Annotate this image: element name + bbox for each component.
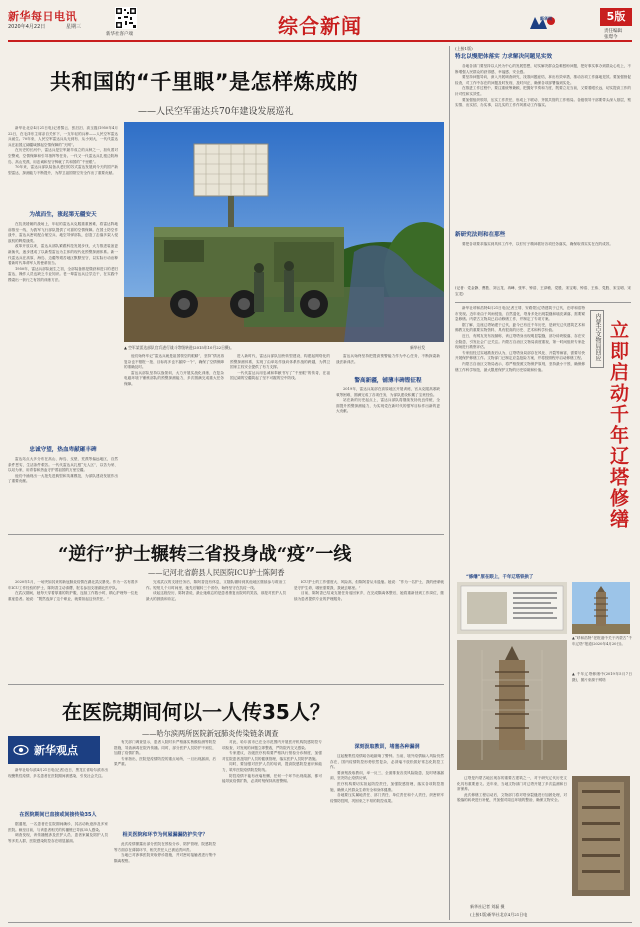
- radar-headline: 共和国的“千里眼”是怎样炼成的: [50, 70, 359, 94]
- radar-subhead-1: 为战而生，涨起第无疆安天: [29, 212, 97, 218]
- page-number-badge: [600, 8, 632, 26]
- masthead-rule: [8, 40, 632, 42]
- radar-photo-credit: 新华社发: [410, 345, 426, 350]
- paper-name: 新华每日电讯: [8, 10, 77, 23]
- radar-photo-caption: ▲ 空军某雷达部队官兵进行战斗等级转进(2015年10月22日摄)。: [124, 345, 234, 350]
- pagoda-photo-2: [572, 582, 630, 634]
- issue-date: 2020年4月22日: [8, 24, 46, 30]
- right-column-divider: [449, 46, 450, 920]
- editor-label: 责任编辑: [604, 29, 622, 34]
- radar-body-col4: 雷达兵始终坚持把提高预警能力作为中心任务，不断探索新战法新训法。: [336, 354, 440, 364]
- pagoda-photo-3: [457, 640, 567, 770]
- sidebar-top-subhead-1: 特北以慢肥体落实 力求解决问题见实效: [455, 54, 553, 60]
- nurse-body-col1: 2020年1月，一场突如其来的新冠肺炎疫情在湖北武汉暴发。作为一名有着多年ICU工作经验的护士，陈阿香主动请缨，报名参加支援湖北医疗队。 在武汉期间，她每天穿着厚重的防护服，连续工作数小时，精心护理每一位危重症患者。她说：“既然选择了这个职业，就要担起这份责任。”: [8, 580, 138, 601]
- pagoda-ref: (上接1版)新华社北京4月21日电: [470, 912, 528, 917]
- xinhua-viewpoint-badge: [8, 736, 100, 764]
- badge-label: 新华观点: [34, 744, 78, 757]
- pagoda-body: 新华社呼和浩特4月21日电(记者王靖、安路蒙)辽塔建筑于辽代，在呼和浩特市发现。近年来由于风雨侵蚀、自然退化，塔身多处出现裂缝和墙皮剥落，需要紧急修缮。内蒙古文物局已启动修缮工作，并制定了专项方案。 据了解，这座辽塔始建于辽代，距今已有近千年历史，是研究辽代建筑艺术和佛教文化的重要实物资料，具有很高的历史、艺术和科学价值。 近日，有网友发布视频称，该辽塔塔身出现明显裂缝，部分砖块脱落，存在安全隐患，引发社会广泛关注。内蒙古自治区文物局高度重视，第一时间组织专家赴现场进行勘察评估。 专家组经过实地勘查后认为，辽塔塔身局部存在风化、开裂等病害，需要尽快开展保护修缮工作。文物部门已制定应急抢险方案，并将按照程序启动修缮工程。 内蒙古自治区文物局表示，将严格按照文物保护原则，坚持最小干预，确保修缮工作科学规范，最大限度保护文物的历史原貌和价值。: [455, 306, 585, 372]
- hospital-subhead-2: 相关医院和环节为何屋漏漏防护失守？: [122, 832, 208, 838]
- pagoda-photo-caption-top: “修缮”原在眼上，千年辽塔铁拱了: [466, 575, 534, 580]
- radar-subhead-3: 警高新疆，铺薄丰碑铿征程: [354, 378, 422, 384]
- qr-caption: 新华社客户端: [106, 32, 133, 37]
- sidebar-top-body2: 要把各项要求落实到具体工作中，以钉钉子精神抓好各项任务落实，确保取得实实在在的成效。: [462, 242, 613, 246]
- radar-subheadline: ——人民空军雷达兵70年建设发展巡礼: [138, 107, 294, 117]
- pagoda-body-lower: 辽塔是内蒙古地区现存的重要古建筑之一，对于研究辽代历史文化具有重要意义。近年来，当地文物部门对辽塔开展了多次监测和日常保养。 此次修缮工程启动后，文物部门将对塔身裂缝进行加固处理，对脱落的砖块进行补配，并加强对周边环境的整治，确保文物安全。: [457, 776, 567, 803]
- hospital-headline: 在医院期间何以一人传35人？: [62, 700, 330, 724]
- pagoda-headline: [606, 320, 630, 580]
- section-title: 综合新闻: [278, 14, 362, 38]
- bottom-rule: [8, 922, 632, 923]
- pagoda-dateline: 新华社呼和浩特4月21日电(记者王靖、安路蒙)辽塔建筑于辽代，在呼和浩特市发现。近年来由于风雨侵蚀、自然退化，塔身多处出现裂缝和墙皮剥落，需要紧急修缮。内蒙古文物局已启动修缮工作，并制定了专项方案。: [455, 306, 585, 322]
- hospital-body-col2: 有关部门调查显示，患者入院时未严格落实核酸检测等防控措施，导致病毒在院内传播。同时，部分医护人员防护不到位，加剧了疫情扩散。 专家指出，医院是疫情防控的重点场所，一旦出现漏洞，后果严重。: [114, 740, 216, 767]
- radar-body-col3: 进入新时代，雷达兵部队加快转型建设，构建起网络化的预警探测体系，实现了由单站作战向体系作战的跨越，为捍卫国家主权安全提供了有力支撑。 一代代雷达兵用忠诚和奉献书写了“千里眼”的传奇，在祖国辽阔的空疆筑起了坚不可摧的空中防线。: [230, 354, 330, 381]
- radar-body-col2: 他们始终牢记“雷达兵就是祖国领空的眼睛”，坚持“情况再复杂也不错报一批、目标再多也不漏掉一个”，确保了空情保障的准确及时。 雷达兵部队坚持以战领训，大力开展实战化训练，在复杂电磁环境下锤炼部队的预警探测能力，多次圆满完成重大任务保障。: [124, 354, 224, 386]
- radar-body-col4b: 2019年，雷达兵某部在高原地区开展训练，官兵克服高寒缺氧等困难，圆满完成了各项任务，为部队建设积累了宝贵经验。 站在新的历史起点上，雷达兵部队将继续发扬优良传统，全面提升预警探测能力，为实现党在新时代的强军目标作出新的更大贡献。: [336, 387, 440, 414]
- hospital-body-col3: 对此，哈尔滨市已在全市范围内开展医疗机构院感防控专项检查，对发现的问题立即整改，严防院内交叉感染。 专家建议，各级医疗机构要严格执行预检分诊制度，加强对住院患者及陪护人员的健康管理，落实医护人员防护措施。 同时，要加强对医护人员的培训，提高院感防控意识和能力，筑牢医院疫情防控防线。 防控疫情不能有丝毫松懈，任何一个环节出现疏漏，都可能导致疫情扩散，必须时刻保持高度警惕。: [222, 740, 322, 784]
- page-number: 5版: [606, 10, 626, 23]
- masthead: [8, 6, 632, 40]
- radar-body-col1b: 在抗美援朝的战场上，年轻的雷达兵克服重重困难，将雷达阵地前推至一线，为我军飞行部队提供了可靠的空情保障。在国土防空作战中，雷达兵密切配合航空兵、地空导弹部队，创造了击落多架入侵敌机的辉煌战绩。 改革开放以来，雷达兵部队紧跟科技发展步伐，大力推进装备更新换代，逐步建成了以新型雷达为主体的现代化预警探测体系。新一代雷达兵在高原、海岛、边疆等艰苦地区默默坚守，以实际行动诠释着新时代革命军人的使命担当。 1950年，雷达兵部队诞生之初，全部装备都是缴获和进口的老旧雷达，操作人员也缺乏专业知识。老一辈雷达兵边学边干，在实践中摸索出一套行之有效的训练方法。: [8, 222, 118, 282]
- logo-text: 新华网: [540, 16, 552, 21]
- issue-weekday: 星期三: [66, 24, 82, 30]
- pagoda-photo-4: [572, 776, 630, 896]
- sidebar-top-continued: (记者：党金静、曹胜、刘云龙、冉峰、张军、钟浩、王泽敏、党胜、宋宝明、钟浩、王伟、党胜、宋宝明、宋宝龙): [455, 286, 631, 296]
- radar-lede: 新华社北京4月21日电(记者黎云、张汨汨、高玉磊)1950年4月22日，在毛泽东主席亲自关怀下，一支年轻的兵种——人民空军雷达兵诞生。70年来，人民空军雷达兵从无到有、从小到大，一代代雷达兵在祖国辽阔疆域撑起空情保障的“天网”。: [8, 126, 118, 147]
- hospital-subheadline: ——哈尔滨两所医院新冠肺炎传染链条调查: [142, 729, 279, 738]
- editor-name: 张璟今: [604, 35, 618, 40]
- pagoda-label: 内蒙古文物局回应: [594, 313, 601, 361]
- hospital-body-col1: 新华社哈尔滨4月21日电(记者)近日，黑龙江省哈尔滨市出现聚集性疫情，多名患者在医院期间被感染，引发社会关注。: [8, 768, 108, 778]
- radar-body-col1c: 雷达站点大多分布在高山、海岛、戈壁、荒漠等偏远地区，自然条件恶劣，生活条件艰苦。一代代雷达兵扎根“无人区”，以苦为荣、以站为家，用青春和热血守护着祖国的万里空疆。 他们中涌现出一大批先进典型和英雄模范，为部队建设发展作出了重要贡献。: [8, 457, 118, 484]
- eye-icon: [13, 742, 29, 758]
- radar-subhead-2: 忠诚守望，热血卑献砸丰碑: [29, 447, 97, 453]
- radar-body-col1: 新华社北京4月21日电(记者黎云、张汨汨、高玉磊)1950年4月22日，在毛泽东主席亲自关怀下，一支年轻的兵种——人民空军雷达兵诞生。70年来，人民空军雷达兵从无到有、从小到大，一代代雷达兵在祖国辽阔疆域撑起空情保障的“天网”。 在历史的长河中，雷达兵是空军最早成立的兵种之一，担负着对空警戒、空情保障和引导指挥等任务。一代又一代雷达兵扎根边防海岛、高山荒漠，用忠诚和坚守铸就了共和国的“千里眼”。 70年来，雷达兵部队装备从老旧的苏式雷达发展到今天的国产新型雷达，探测能力不断提升，为捍卫祖国领空安全作出了重要贡献。: [8, 126, 118, 175]
- nurse-subheadline: ——记河北省蔚县人民医院ICU护士陈阿香: [148, 568, 285, 577]
- pagoda-headline-text: 立即启动千年辽塔修缮: [607, 320, 629, 530]
- sidebar-top-subhead-2: 新研究法则和在那些: [455, 232, 506, 238]
- hospital-subhead-1: 在医院期间已直接或间接传染35人: [19, 812, 97, 818]
- nurse-headline: “逆行”护士辗转三省投身战“疫”一线: [58, 544, 352, 565]
- radar-photo: [124, 122, 444, 342]
- hospital-body-col4: 这起聚集性疫情给各地敲响了警钟。当前，境外疫情输入风险仍然存在，国内疫情防控形势依然复杂，必须毫不放松抓好常态化防控工作。 要深刻汲取教训，举一反三，全面排查各类风险隐患，及时堵塞漏洞，坚决防止疫情反弹。 医疗机构要切实担起防控责任，加强院感管理，落实各项防控措施，确保人民群众生命安全和身体健康。 各地要压实属地责任、部门责任、单位责任和个人责任，织密织牢疫情防控网，巩固来之不易的防控成果。: [330, 754, 444, 803]
- sidebar-top-body: 各地各部门要坚持以人民为中心的发展思想，切实解决群众急难愁盼问题，把好事实事办到群众心坎上，不断增强人民群众的获得感、幸福感、安全感。 要坚持问题导向，深入开展调查研究，找准问题症结，拿出有效举措，推动各项工作落地见效。要加强督促检查，对工作中存在的问题及时发现、及时纠正，确保各项部署落到实处。 在推进工作过程中，要注重统筹兼顾，把握好节奏和力度，既要立足当前，又要着眼长远，切实提高工作的针对性和实效性。 要加强组织领导，压实工作责任，形成上下联动、齐抓共管的工作格局。各级领导干部要带头深入基层，察实情、出实招、办实事，以扎实的工作作风推动工作落实。: [455, 64, 631, 108]
- pagoda-credit: 新华社记者 刘磊 摄: [470, 904, 505, 909]
- sidebar-rule-1: [455, 302, 631, 303]
- pagoda-label-box: [590, 310, 604, 368]
- nurse-body-col3: ICU护士的工作强度大、风险高，但陈阿香从未退缩。她说：“作为一名护士，我的使命就是守护生命，哪里需要我，我就去哪里。” 目前，陈阿香已结束支援任务返回家乡，在完成隔离休整后，她将重新回到工作岗位，继续为患者提供专业的护理服务。: [294, 580, 444, 601]
- hospital-body-col1b: 据通报，一名患者在住院期间确诊，其活动轨迹涉及多家医院。截至目前，与该患者相关的传播链已导致35人感染。 调查发现，该传播链涉及医护人员、患者家属及陪护人员等多类人群，医院感染防控存在明显漏洞。: [8, 822, 108, 843]
- pagoda-photo-1: [457, 582, 567, 634]
- section-rule-2: [8, 534, 444, 535]
- sidebar-top-pageref: (上接1版): [455, 46, 473, 51]
- hospital-subhead-3: 深刻汲取教训，堵塞各种漏洞: [354, 744, 420, 750]
- nurse-body-col2: 完成武汉的支援任务后，陈阿香没有休息，又随队辗转到其他地区继续参与救治工作。短短几个月时间里，她先后辗转三个省份，始终坚守在抗疫一线。 谈起这段经历，陈阿香说，最让她难忘的是患者康复出院时的笑容，那是对医护人员最大的鼓励和肯定。: [146, 580, 286, 601]
- qr-code-icon[interactable]: [115, 7, 137, 29]
- pagoda-caption-1: ▲“呼和浩特”老报道中关于内蒙古“千年辽塔”报道(2020年4月20日)。: [572, 636, 632, 646]
- pagoda-caption-2: ▲ 千年辽塔修缮中(2019年5月7日摄)，图片来源于网络: [572, 672, 632, 682]
- section-rule-3: [8, 684, 444, 685]
- hospital-body-col2b: 此次疫情暴露出部分医院在预检分诊、陪护管理、院感防控等方面存在薄弱环节，相关责任人已被追责问责。 当地已对涉事医院采取停诊措施，并对密切接触者进行集中隔离观察。: [114, 842, 216, 863]
